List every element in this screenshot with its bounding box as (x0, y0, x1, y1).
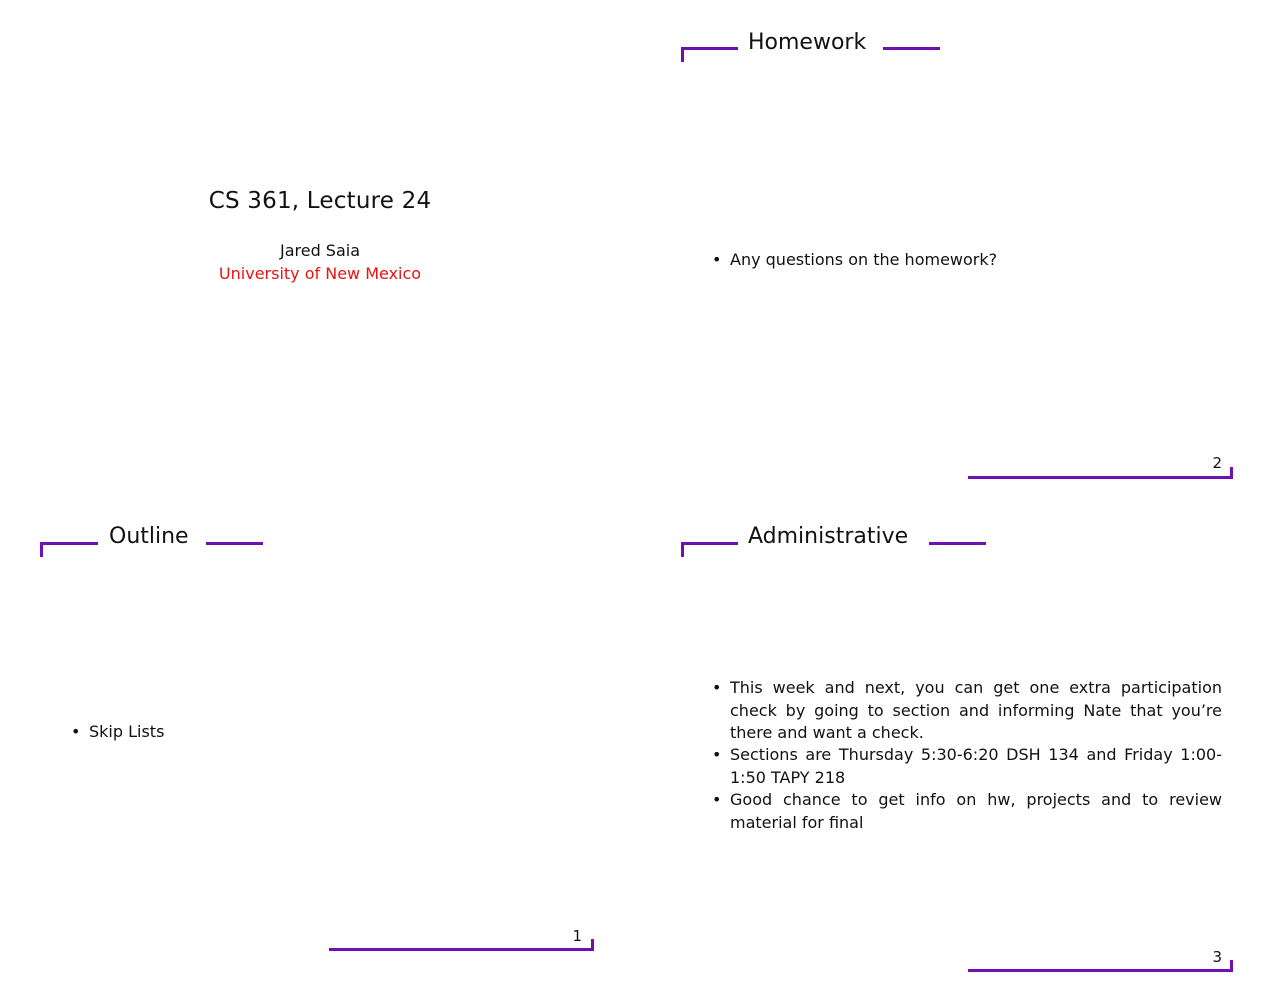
bullet-icon: • (712, 678, 722, 697)
bullet-text: Sections are Thursday 5:30-6:20 DSH 134 and Friday 1:00-1:50 TAPY 218 (730, 745, 1222, 787)
page-number: 2 (1212, 454, 1222, 472)
bullet-item (712, 789, 1222, 834)
bullet-icon: • (71, 722, 81, 741)
footer-rule-tick (1230, 467, 1233, 479)
heading-bracket-tick (681, 542, 684, 557)
slide-heading: Outline (109, 524, 189, 549)
footer-rule (329, 948, 594, 951)
bullet-text: Any questions on the homework? (730, 250, 998, 269)
footer-rule-tick (1230, 960, 1233, 972)
heading-bracket-tick (681, 47, 684, 62)
heading-bracket-left (40, 542, 98, 545)
footer-rule-tick (591, 939, 594, 951)
bullet-icon: • (712, 745, 722, 764)
slide-heading: Administrative (748, 524, 909, 549)
bullet-icon: • (712, 250, 722, 269)
bullet-item (712, 249, 1232, 272)
heading-bracket-right (883, 47, 940, 50)
footer-rule (968, 476, 1233, 479)
lecture-title: CS 361, Lecture 24 (208, 188, 432, 214)
bullet-text: Skip Lists (89, 722, 165, 741)
heading-bracket-tick (40, 542, 43, 557)
page-number: 3 (1212, 948, 1222, 966)
bullet-text: This week and next, you can get one extra participation check by going to section and informing Nate that you’re there and want a check. (730, 678, 1222, 742)
heading-bracket-left (681, 47, 738, 50)
page-number: 1 (572, 927, 582, 945)
footer-rule (968, 969, 1233, 972)
bullet-icon: • (712, 790, 722, 809)
heading-bracket-left (681, 542, 738, 545)
bullet-item (712, 744, 1222, 789)
bullet-item (71, 721, 591, 744)
author-name: Jared Saia (279, 241, 361, 260)
bullet-item (712, 677, 1222, 745)
slide-heading: Homework (748, 30, 867, 55)
heading-bracket-right (929, 542, 986, 545)
bullet-text: Good chance to get info on hw, projects and to review material for final (730, 790, 1222, 832)
heading-bracket-right (206, 542, 263, 545)
author-affiliation: University of New Mexico (218, 264, 422, 283)
